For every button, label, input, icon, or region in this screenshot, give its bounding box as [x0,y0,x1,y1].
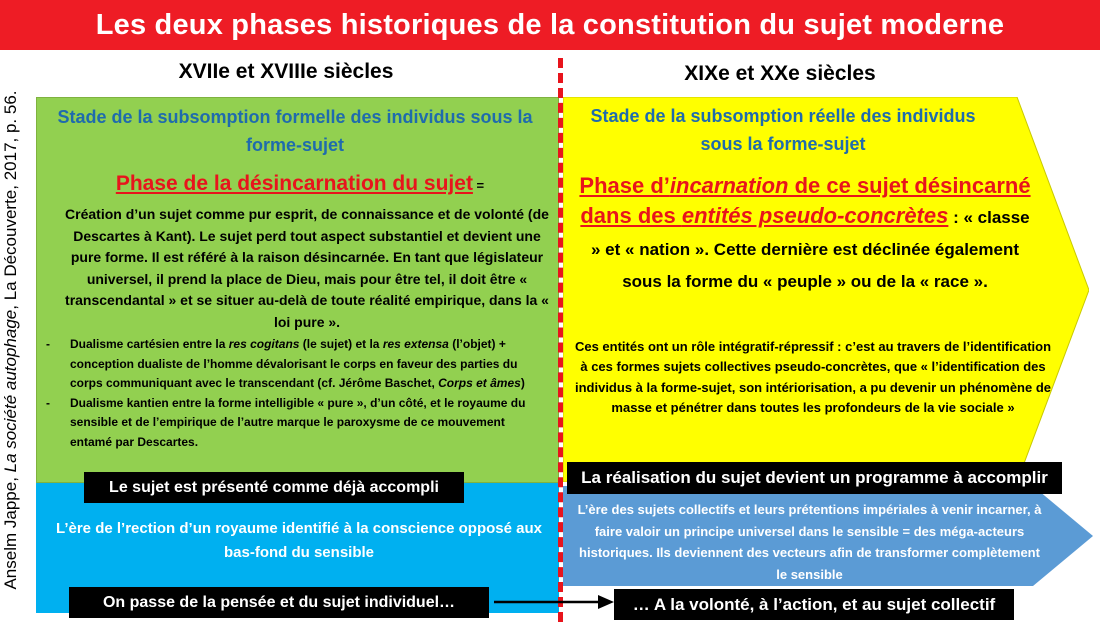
right-phase-title-wrap [575,171,1035,297]
left-stage-text: Stade de la subsomption formelle des individus sous la forme-sujet [57,107,533,155]
right-phase-italic-entities: entités pseudo-concrètes [681,203,949,228]
source-credit [1,70,27,610]
transition-arrow-icon [490,592,616,612]
right-phase-heading [575,171,1035,297]
bullet1-text-a: Dualisme cartésien entre la [70,337,229,351]
right-phase-italic-incarnation: incarnation [669,173,789,198]
bullet-cartesian-dualism [44,335,544,394]
right-column-header: XIXe et XXe siècles [684,62,876,85]
right-phase-tail: : « classe » et « nation ». Cette dernière est déclinée également sous la forme du « peuple » ou de la « race ». [591,208,1030,291]
credit-author: Anselm Jappe, [1,477,20,590]
credit-book: La société autophage [1,309,20,473]
label-individual-thought: On passe de la pensée et du sujet individuel… [69,587,489,618]
right-era-text: L’ère des sujets collectifs et leurs prétentions impériales à venir incarner, à faire valoir un principe universel dans le sensible = des méga-acteurs historiques. Ils deviennent des vecteurs afin de transformer complètement le sensible [577,502,1042,582]
right-phase-body: Ces entités ont un rôle intégratif-répressif : c’est au travers de l’identification à ces formes sujets collectives pseudo-concrètes, que « l’identification des individus à la forme-sujet, son intériorisation, a pu devenir un phénomène de masse et pénétrer dans toutes les profondeurs de la vie sociale » [574,339,1052,416]
label-subject-programme: La réalisation du sujet devient un programme à accomplir [567,462,1062,494]
left-era-text: L’ère de l’rection d’un royaume identifié à la conscience opposé aux bas-fond du sensible [56,520,542,561]
right-phase-part-c: de ce sujet désincarné dans des [580,173,1031,228]
bullet1-italic-book: Corps et âmes [438,376,521,391]
left-phase-title: Phase de la désincarnation du sujet [115,172,473,195]
bullet1-italic-res-extensa: res extensa [382,337,449,351]
right-stage-text: Stade de la subsomption réelle des individus sous la forme-sujet [590,106,976,154]
dashed-divider [558,58,564,622]
left-bullet-list [44,335,544,453]
credit-rest: , La Découverte, 2017, p. 56. [1,90,20,310]
bullet1-text-e: (l’objet) + conception dualiste de l’homme dévalorisant le corps en faveur des parties du corps communiquant avec le transcendant (cf. Jérôme Baschet, [70,337,518,391]
label-subject-accomplished: Le sujet est présenté comme déjà accompli [84,472,464,503]
bullet1-text-g: ) [520,376,525,391]
left-phase-equals: = [472,178,485,193]
diagram-title: Les deux phases historiques de la constitution du sujet moderne [0,0,1100,50]
bullet-kantian-dualism: - Dualisme kantien entre la forme intelligible « pure », d’un côté, et le royaume du sensible et de l’empirique de l’autre marque le paroxysme de ce mouvement entamé par Descartes. [44,394,544,453]
label-collective-action: … A la volonté, à l’action, et au sujet collectif [614,589,1014,620]
right-phase-part-a: Phase d’ [579,173,670,198]
bullet1-italic-res-cogitans: res cogitans [228,337,300,351]
left-phase-body: Création d’un sujet comme pur esprit, de connaissance et de volonté (de Descartes à Kant). Le sujet perd tout aspect substantiel et devient une pure forme. Il est référé à la raison désincarnée. En tant que législateur universel, il prend la place de Dieu, mais pour être tel, il doit être « transcendantal » et se situer au-delà de toute réalité empirique, dans la « loi pure ». [65,206,549,330]
left-phase-heading [60,172,540,196]
left-column-header: XVIIe et XVIIIe siècles [178,60,394,83]
bullet1-text-c: (le sujet) et la [299,337,383,351]
